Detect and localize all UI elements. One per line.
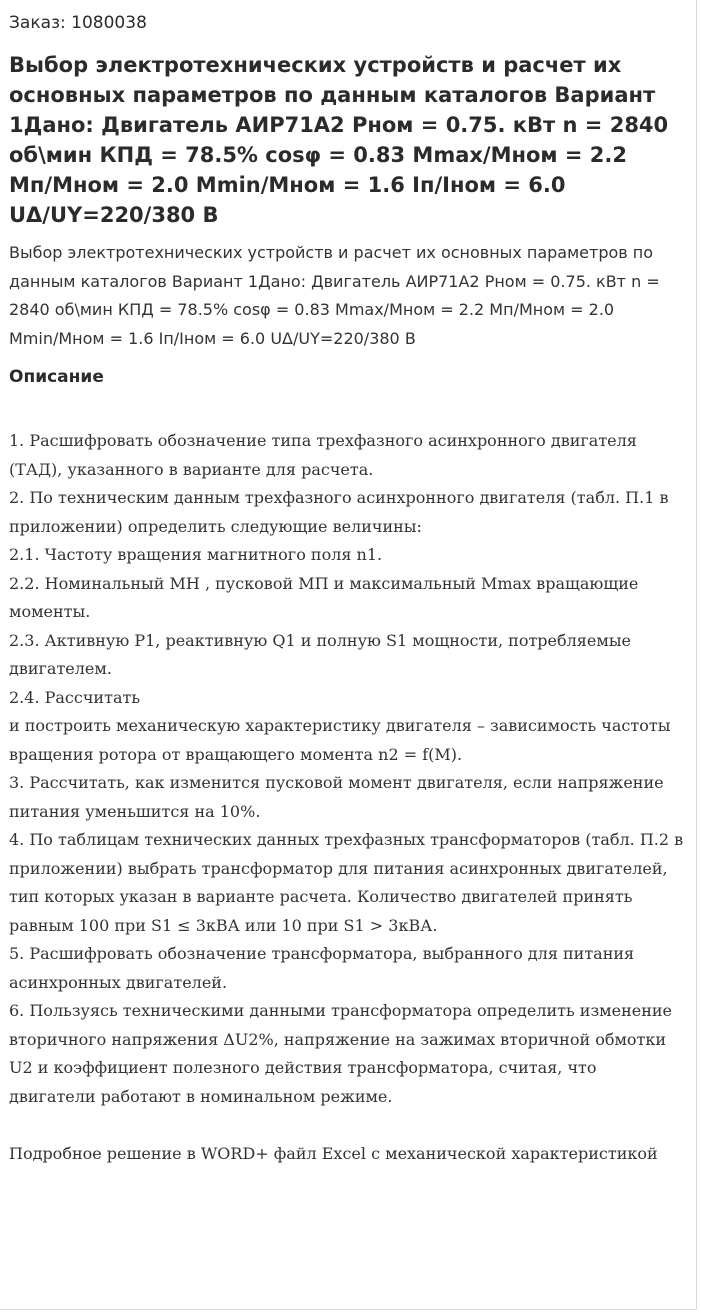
- description-line: 1. Расшифровать обозначение типа трехфазного асинхронного двигателя (ТАД), указанного в варианте для расчета.: [9, 431, 637, 479]
- description-line: 2.3. Активную Р1, реактивную Q1 и полную S1 мощности, потребляемые двигателем.: [9, 630, 632, 678]
- description-body: [9, 389, 688, 1168]
- description-line: 2.2. Номинальный МН , пусковой МП и максимальный Мmax вращающие моменты.: [9, 573, 639, 621]
- description-line: 6. Пользуясь техническими данными трансформатора определить изменение вторичного напряжения ΔU2%, напряжение на зажимах вторичной обмотки U2 и коэффициент полезного действия трансформатора, считая, что двигатели работают в номинальном режиме.: [9, 1001, 673, 1106]
- description-line: 4. По таблицам технических данных трехфазных трансформаторов (табл. П.2 в приложении) выбрать трансформатор для питания асинхронных двигателей, тип которых указан в варианте расчета. Количество двигателей принять равным 100 при S1 ≤ 3кВА или 10 при S1 > 3кВА.: [9, 830, 684, 935]
- description-line: 5. Расшифровать обозначение трансформатора, выбранного для питания асинхронных двигателей.: [9, 944, 635, 992]
- description-line: 3. Рассчитать, как изменится пусковой момент двигателя, если напряжение питания уменьшится на 10%.: [9, 773, 664, 821]
- description-heading: Описание: [9, 367, 104, 387]
- description-line: 2. По техническим данным трехфазного асинхронного двигателя (табл. П.1 в приложении) определить следующие величины:: [9, 488, 669, 536]
- description-line: 2.1. Частоту вращения магнитного поля n1.: [9, 545, 383, 564]
- order-number: Заказ: 1080038: [9, 13, 147, 33]
- description-line: и построить механическую характеристику двигателя – зависимость частоты вращения ротора от вращающего момента n2 = f(M).: [9, 716, 671, 764]
- description-line: 2.4. Рассчитать: [9, 687, 141, 707]
- summary-text: Выбор электротехнических устройств и расчет их основных параметров по данным каталогов Вариант 1Дано: Двигатель АИР71А2 Рном = 0.75. кВт n = 2840 об\мин КПД = 78.5% cosφ = 0.83 Mmax/Mном = 2.2 Mп/Mном = 2.0 Mmin/Mном = 1.6 Iп/Iном = 6.0 UΔ/UY=220/380 В: [9, 243, 660, 348]
- description-spacer: [9, 1111, 688, 1140]
- description-footer-line: Подробное решение в WORD+ файл Excel с механической характеристикой: [9, 1143, 658, 1163]
- page-title: Выбор электротехнических устройств и расчет их основных параметров по данным каталогов Вариант 1Дано: Двигатель АИР71А2 Рном = 0.75. кВт n = 2840 об\мин КПД = 78.5% cosφ = 0.83 Mmax/Mном = 2.2 Mп/Mном = 2.0 Mmin/Mном = 1.6 Iп/Iном = 6.0 UΔ/UY=220/380 В: [9, 53, 669, 227]
